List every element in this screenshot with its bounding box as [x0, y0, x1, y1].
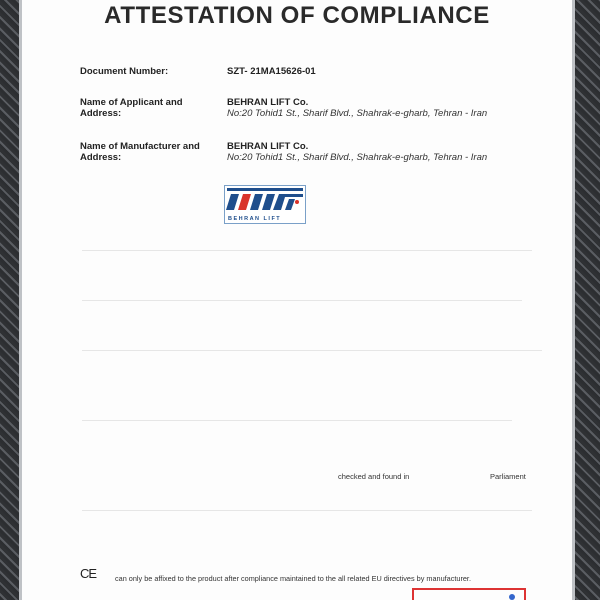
ce-mark: CE [80, 566, 97, 581]
stamp-dot [509, 594, 515, 600]
document-number-value: SZT- 21MA15626-01 [227, 66, 316, 77]
faint-line [82, 420, 512, 421]
faint-line [82, 350, 542, 351]
manufacturer-address: No:20 Tohid1 St., Sharif Blvd., Shahrak-e-gharb, Tehran - Iran [227, 152, 488, 163]
certificate-page [22, 0, 572, 600]
manufacturer-name: BEHRAN LIFT Co. [227, 141, 309, 152]
manufacturer-label: Name of Manufacturer and Address: [80, 141, 200, 163]
behran-lift-logo [224, 185, 306, 224]
document-number-label: Document Number: [80, 66, 169, 77]
applicant-address: No:20 Tohid1 St., Sharif Blvd., Shahrak-e-gharb, Tehran - Iran [227, 108, 488, 119]
applicant-name: BEHRAN LIFT Co. [227, 97, 309, 108]
certificate-title: ATTESTATION OF COMPLIANCE [104, 2, 490, 29]
parliament-text: Parliament [490, 472, 526, 481]
applicant-label: Name of Applicant and Address: [80, 97, 183, 119]
faint-line [82, 250, 532, 251]
right-decorative-border [572, 0, 600, 600]
applicant-value [227, 97, 487, 119]
faint-line [82, 300, 522, 301]
left-decorative-border [0, 0, 22, 600]
faint-line [82, 510, 532, 511]
ce-statement: can only be affixed to the product after compliance maintained to the all related EU directives by manufacturer. [115, 574, 471, 583]
checked-text: checked and found in [338, 472, 410, 481]
manufacturer-value [227, 141, 487, 163]
logo-text: BEHRAN LIFT [228, 216, 282, 222]
